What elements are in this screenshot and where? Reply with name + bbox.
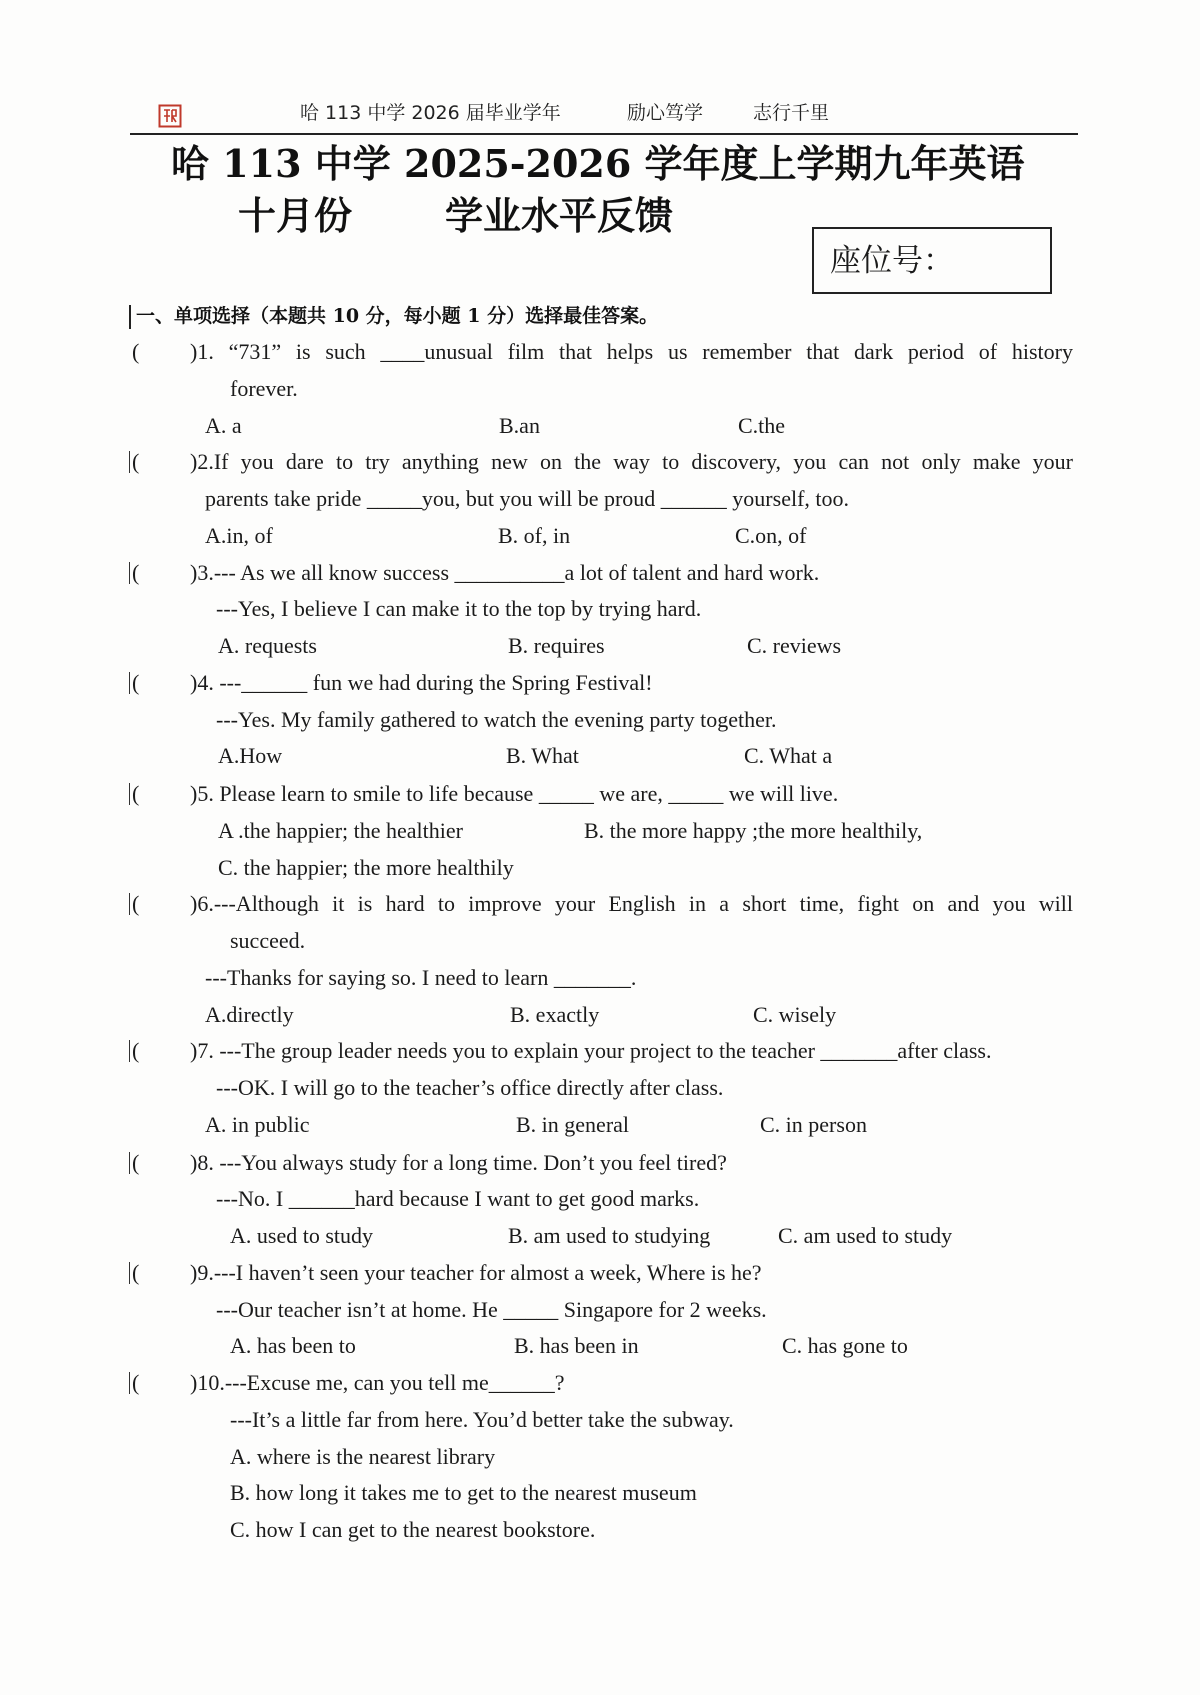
answer-bracket: ( — [132, 1148, 139, 1178]
question-stem-line: ---Our teacher isn’t at home. He _____ Singapore for 2 weeks. — [216, 1297, 767, 1322]
option-a: A. in public — [205, 1112, 310, 1137]
option-a: A. a — [205, 413, 242, 438]
question-stem-line: ---OK. I will go to the teacher’s office directly after class. — [216, 1075, 724, 1100]
question-stem-line: )6.---Although it is hard to improve your English in a short time, fight on and you will — [190, 891, 1073, 916]
question-stem-line: )10.---Excuse me, can you tell me______? — [190, 1370, 565, 1395]
option-a: A. has been to — [230, 1333, 356, 1358]
option-a: A.How — [218, 743, 283, 768]
answer-bracket: ( — [132, 339, 140, 364]
question-stem-line: )2.If you dare to try anything new on the way to discovery, you can not only make your — [190, 449, 1073, 474]
question-stem-line: )8. ---You always study for a long time. Don’t you feel tired? — [190, 1150, 727, 1175]
option-b: B. the more happy ;the more healthily, — [584, 818, 923, 843]
header-divider — [130, 133, 1078, 135]
question-stem-line: )5. Please learn to smile to life because _____ we are, _____ we will live. — [190, 781, 839, 806]
answer-bracket: ( — [132, 558, 139, 588]
question-stem-line: )7. ---The group leader needs you to explain your project to the teacher _______after class. — [190, 1038, 992, 1063]
option-a: A.in, of — [205, 523, 273, 548]
option-c: C. reviews — [747, 633, 842, 658]
answer-bracket: ( — [132, 1036, 139, 1066]
exam-subtitle-month: 十月份 — [238, 193, 353, 238]
answer-bracket: ( — [132, 668, 139, 698]
option-b: B. has been in — [514, 1333, 639, 1358]
option-b: B. of, in — [498, 523, 571, 548]
option-c: C. has gone to — [782, 1333, 908, 1358]
question-stem-line: parents take pride _____you, but you will be proud ______ yourself, too. — [205, 486, 850, 511]
school-seal-icon — [158, 104, 182, 128]
option-b: B. What — [506, 743, 579, 768]
question-stem-line: )1. “731” is such ____unusual film that helps us remember that dark period of history — [190, 339, 1073, 364]
option-b: B. am used to studying — [508, 1223, 711, 1248]
question-stem-line: )3.--- As we all know success __________a lot of talent and hard work. — [190, 560, 820, 585]
answer-bracket: ( — [132, 889, 139, 919]
option-b: B. requires — [508, 633, 605, 658]
header-motto-2: 志行千里 — [753, 102, 830, 124]
header-motto-1: 励心笃学 — [627, 102, 704, 124]
exam-title: 哈 113 中学 2025-2026 学年度上学期九年英语 — [171, 141, 1025, 186]
option-c: C. in person — [760, 1112, 867, 1137]
option-b: B. exactly — [510, 1002, 600, 1027]
option-a: A.directly — [205, 1002, 294, 1027]
question-stem-line: succeed. — [230, 928, 306, 953]
option-c: C. am used to study — [778, 1223, 953, 1248]
seat-number-box — [812, 227, 1052, 294]
option-a: A. used to study — [230, 1223, 373, 1248]
option-c: C. the happier; the more healthily — [218, 855, 514, 880]
question-stem-line: forever. — [230, 376, 298, 401]
section-heading: 一、单项选择（本题共 10 分，每小题 1 分）选择最佳答案。 — [136, 305, 659, 327]
option-c: C. how I can get to the nearest bookstore. — [230, 1517, 596, 1542]
question-stem-line: ---Yes. My family gathered to watch the evening party together. — [216, 707, 777, 732]
option-a: A. where is the nearest library — [230, 1444, 496, 1469]
question-stem-line: )9.---I haven’t seen your teacher for almost a week, Where is he? — [190, 1260, 762, 1285]
option-b: B. in general — [516, 1112, 630, 1137]
option-c: C. What a — [744, 743, 833, 768]
answer-bracket: ( — [132, 1258, 139, 1288]
answer-bracket: ( — [132, 1368, 139, 1398]
header-school-year: 哈 113 中学 2026 届毕业学年 — [300, 102, 561, 124]
option-a: A .the happier; the healthier — [218, 818, 463, 843]
option-c: C. wisely — [753, 1002, 837, 1027]
section-margin-mark — [129, 305, 131, 329]
seat-number-label: 座位号： — [830, 243, 954, 279]
question-stem-line: )4. ---______ fun we had during the Spring Festival! — [190, 670, 653, 695]
option-c: C.on, of — [735, 523, 807, 548]
exam-subtitle-feedback: 学业水平反馈 — [445, 193, 674, 238]
answer-bracket: ( — [132, 779, 139, 809]
option-b: B.an — [499, 413, 540, 438]
question-stem-line: ---Thanks for saying so. I need to learn _______. — [205, 965, 637, 990]
answer-bracket: ( — [132, 447, 139, 477]
question-stem-line: ---Yes, I believe I can make it to the top by trying hard. — [216, 596, 702, 621]
option-a: A. requests — [218, 633, 317, 658]
option-c: C.the — [738, 413, 786, 438]
option-b: B. how long it takes me to get to the nearest museum — [230, 1480, 697, 1505]
question-stem-line: ---No. I ______hard because I want to get good marks. — [216, 1186, 700, 1211]
question-stem-line: ---It’s a little far from here. You’d better take the subway. — [230, 1407, 734, 1432]
